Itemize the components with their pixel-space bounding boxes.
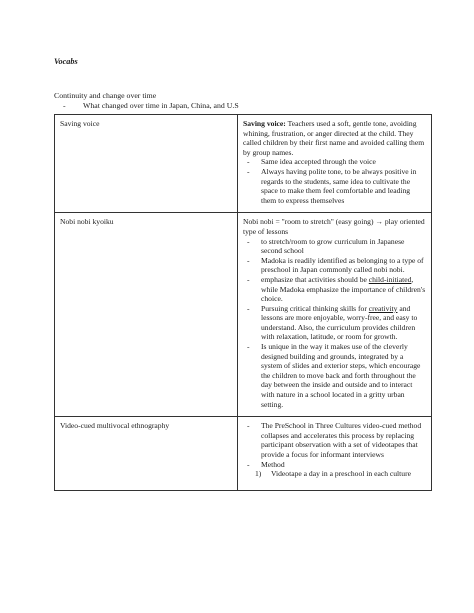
list-item-text: Videotape a day in a preschool in each culture [271, 469, 411, 479]
section-heading: Continuity and change over time [54, 91, 157, 100]
definition-intro [243, 119, 426, 157]
term-cell [55, 115, 238, 213]
list-item: - Madoka is readily identified as belonging to a type of preschool in Japan commonly called nobi nobi. [261, 256, 426, 275]
list-item: - Method [261, 460, 426, 470]
list-item: - Is unique in the way it makes use of the cleverly designed building and grounds, integrated by a system of slides and exterior steps, which encourage the children to move back and forth throughout the day between the inside and outside and to interact with nature in a school located in a gritty urban setting. [261, 342, 426, 409]
term-saving-voice: Saving voice [60, 119, 100, 128]
table-row [55, 115, 432, 213]
table-row [55, 417, 432, 491]
table-row [55, 213, 432, 417]
term-video-cued-ethnography: Video-cued multivocal ethnography [60, 421, 170, 431]
numbered-list [243, 469, 426, 479]
list-item [255, 469, 426, 479]
underlined-term: child-initiated [368, 274, 412, 284]
list-item: - Same idea accepted through the voice [261, 157, 426, 167]
definition-intro: Nobi nobi = "room to stretch" (easy going) → play oriented type of lessons [243, 217, 425, 236]
bullet-list [243, 421, 426, 469]
term-nobi-nobi-kyoiku: Nobi nobi kyoiku [60, 217, 114, 227]
page-title: Vocabs [54, 57, 78, 66]
list-item [261, 275, 426, 304]
vocab-table [54, 114, 432, 491]
definition-cell [238, 213, 432, 417]
list-item-text: and lessons are more enjoyable, worry-free, and easy to understand. Also, the curriculum provides children with relaxation, latitude, or room for growth. [261, 303, 418, 342]
list-item: - to stretch/room to grow curriculum in Japanese second school [261, 237, 426, 256]
list-item-text: Pursuing critical thinking skills for [261, 303, 369, 313]
dash-marker: - [63, 101, 66, 110]
term-cell [55, 213, 238, 417]
definition-text: Teachers used a soft, gentle tone, avoiding whining, frustration, or anger directed at the child. They called children by their first name and avoided calling them by group names. [243, 119, 425, 157]
list-item: - Always having polite tone, to be always positive in regards to the students, same idea to cultivate the space to make them feel comfortable and leading them to express themselves [261, 167, 426, 205]
list-number: 1) [255, 469, 262, 479]
underlined-term: creativity [368, 303, 398, 313]
definition-cell [238, 417, 432, 491]
section-subpoint-text: What changed over time in Japan, China, and U.S [83, 101, 239, 110]
list-item-text: , while Madoka emphasize the importance of children's choice. [261, 274, 426, 304]
bullet-list [243, 157, 426, 205]
section-subpoint [63, 101, 239, 111]
list-item-text: emphasize that activities should be [261, 274, 369, 284]
definition-bold-label: Saving voice: [243, 119, 286, 128]
term-cell [55, 417, 238, 491]
definition-cell [238, 115, 432, 213]
list-item [261, 304, 426, 342]
bullet-list [243, 237, 426, 410]
list-item: - The PreSchool in Three Cultures video-cued method collapses and accelerates this process by replacing participant observation with a set of videotapes that provide a focus for informant interviews [261, 421, 426, 459]
